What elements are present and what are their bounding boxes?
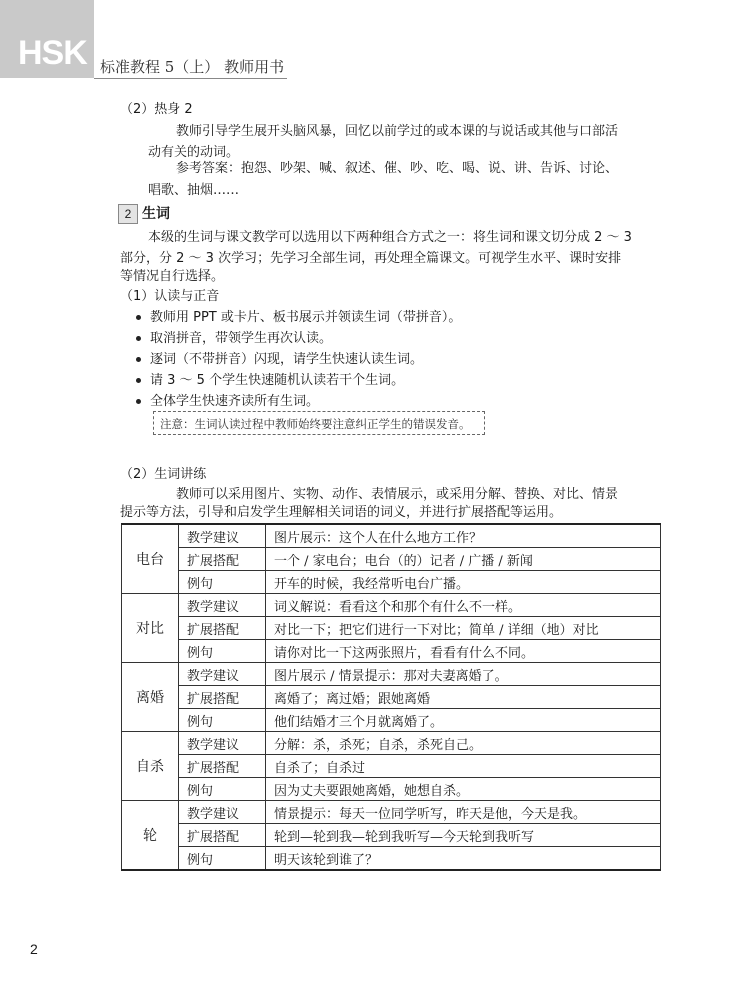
row-label: 扩展搭配 [179,617,266,640]
hsk-logo: HSK [18,34,87,72]
reading-heading: （1）认读与正音 [120,289,220,304]
row-content: 离婚了；离过婚；跟她离婚 [266,686,661,709]
warmup-answer-line-2: 唱歌、抽烟…… [148,183,240,198]
section-number-badge: 2 [118,204,138,224]
section-intro-line-3: 等情况自行选择。 [120,269,225,284]
warmup-line-2: 动有关的动词。 [148,145,240,160]
row-content: 因为丈夫要跟她离婚，她想自杀。 [266,778,661,801]
reading-step-item: 请 3 ～ 5 个学生快速随机认读若干个生词。 [134,370,461,391]
table-row [122,824,661,847]
header-logo-block [0,0,94,78]
row-content: 自杀了；自杀过 [266,755,661,778]
row-content: 图片展示 / 情景提示：那对夫妻离婚了。 [266,663,661,686]
row-label: 教学建议 [179,524,266,548]
row-label: 例句 [179,778,266,801]
reading-step-item: 全体学生快速齐读所有生词。 [134,391,461,412]
row-content: 请你对比一下这两张照片，看看有什么不同。 [266,640,661,663]
row-label: 扩展搭配 [179,755,266,778]
warmup-heading: （2）热身 2 [120,102,193,117]
practice-heading: （2）生词讲练 [120,467,207,482]
row-content: 对比一下；把它们进行一下对比；简单 / 详细（地）对比 [266,617,661,640]
vocab-word: 轮 [122,801,179,871]
row-content: 图片展示：这个人在什么地方工作？ [266,524,661,548]
note-box: 注意：生词认读过程中教师始终要注意纠正学生的错误发音。 [153,411,485,435]
table-row [122,778,661,801]
practice-line-2: 提示等方法，引导和启发学生理解相关词语的词义，并进行扩展搭配等运用。 [120,505,563,520]
table-row [122,640,661,663]
row-label: 教学建议 [179,594,266,617]
reading-step-item: 教师用 PPT 或卡片、板书展示并领读生词（带拼音）。 [134,307,461,328]
row-content: 词义解说：看看这个和那个有什么不一样。 [266,594,661,617]
table-row [122,548,661,571]
reading-step-item: 逐词（不带拼音）闪现，请学生快速认读生词。 [134,349,461,370]
table-row [122,801,661,824]
reading-steps-list [134,307,461,412]
section-intro-line-1: 本级的生词与课文教学可以选用以下两种组合方式之一：将生词和课文切分成 2 ～ 3 [148,230,632,245]
header-divider [94,78,287,79]
warmup-line-1: 教师引导学生展开头脑风暴，回忆以前学过的或本课的与说话或其他与口部活 [176,124,619,139]
table-row [122,709,661,732]
vocab-word: 离婚 [122,663,179,732]
page-number: 2 [30,941,38,957]
row-label: 例句 [179,847,266,871]
table-row [122,732,661,755]
row-label: 教学建议 [179,732,266,755]
section-title: 生词 [142,206,170,222]
vocab-word: 电台 [122,524,179,594]
vocabulary-table [121,523,661,871]
table-row [122,617,661,640]
row-label: 例句 [179,640,266,663]
section-intro-line-2: 部分，分 2 ～ 3 次学习；先学习全部生词，再处理全篇课文。可视学生水平、课时安排 [120,251,622,266]
row-content: 他们结婚才三个月就离婚了。 [266,709,661,732]
row-label: 扩展搭配 [179,824,266,847]
table-row [122,663,661,686]
row-label: 扩展搭配 [179,686,266,709]
row-content: 一个 / 家电台；电台（的）记者 / 广播 / 新闻 [266,548,661,571]
table-row [122,686,661,709]
row-content: 情景提示：每天一位同学听写，昨天是他，今天是我。 [266,801,661,824]
table-row [122,847,661,871]
row-label: 教学建议 [179,663,266,686]
row-content: 轮到—轮到我—轮到我听写—今天轮到我听写 [266,824,661,847]
row-label: 教学建议 [179,801,266,824]
table-row [122,755,661,778]
table-row [122,524,661,548]
book-title: 标准教程 5（上） 教师用书 [100,58,285,76]
table-row [122,594,661,617]
row-label: 扩展搭配 [179,548,266,571]
row-content: 明天该轮到谁了？ [266,847,661,871]
row-content: 开车的时候，我经常听电台广播。 [266,571,661,594]
vocab-word: 自杀 [122,732,179,801]
table-row [122,571,661,594]
reading-step-item: 取消拼音，带领学生再次认读。 [134,328,461,349]
warmup-answer-line-1: 参考答案：抱怨、吵架、喊、叙述、催、吵、吃、喝、说、讲、告诉、讨论、 [176,161,619,176]
row-label: 例句 [179,709,266,732]
row-content: 分解：杀，杀死；自杀，杀死自己。 [266,732,661,755]
row-label: 例句 [179,571,266,594]
practice-line-1: 教师可以采用图片、实物、动作、表情展示，或采用分解、替换、对比、情景 [176,487,619,502]
vocab-word: 对比 [122,594,179,663]
